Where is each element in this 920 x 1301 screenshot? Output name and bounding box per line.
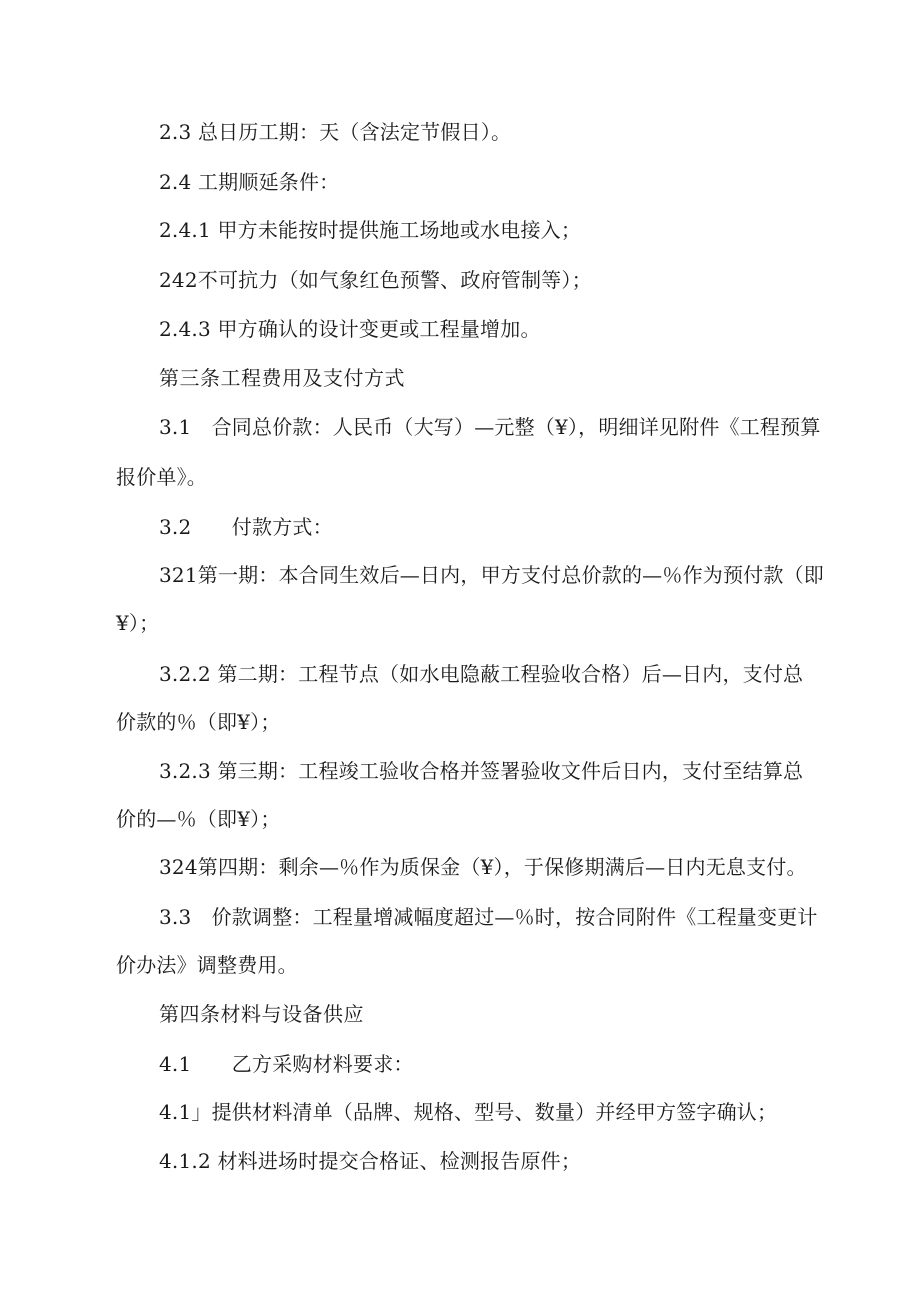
clause-3-2-2-cont: 价款的％（即¥）； xyxy=(116,710,281,734)
section-heading-3: 第三条工程费用及支付方式 xyxy=(159,366,405,390)
clause-3-2: 3.2 付款方式： xyxy=(159,515,333,539)
clause-2-4: 2.4 工期顺延条件： xyxy=(159,170,340,194)
clause-2-4-3: 2.4.3 甲方确认的设计变更或工程量增加。 xyxy=(159,317,541,341)
clause-3-2-1: 321第一期：本合同生效后—日内，甲方支付总价款的—％作为预付款（即 xyxy=(159,563,824,587)
clause-3-2-1-cont: ¥）； xyxy=(116,611,160,635)
clause-3-3-cont: 价办法》调整费用。 xyxy=(116,953,298,977)
clause-3-2-4: 324第四期：剩余—％作为质保金（¥），于保修期满后—日内无息支付。 xyxy=(159,855,807,879)
clause-3-1-cont: 报价单》。 xyxy=(116,465,207,489)
clause-3-3: 3.3 价款调整：工程量增减幅度超过—％时，按合同附件《工程量变更计 xyxy=(159,905,818,929)
clause-3-2-3-cont: 价的—％（即¥）； xyxy=(116,807,281,831)
clause-4-1-1: 4.1」提供材料清单（品牌、规格、型号、数量）并经甲方签字确认； xyxy=(159,1100,778,1124)
clause-3-2-2: 3.2.2 第二期：工程节点（如水电隐蔽工程验收合格）后—日内，支付总 xyxy=(159,662,804,686)
clause-4-1-2: 4.1.2 材料进场时提交合格证、检测报告原件； xyxy=(159,1149,582,1173)
clause-2-3: 2.3 总日历工期：天（含法定节假日）。 xyxy=(159,120,512,144)
clause-3-2-3: 3.2.3 第三期：工程竣工验收合格并签署验收文件后日内，支付至结算总 xyxy=(159,759,804,783)
section-heading-4: 第四条材料与设备供应 xyxy=(159,1002,364,1026)
clause-4-1: 4.1 乙方采购材料要求： xyxy=(159,1052,414,1076)
clause-3-1: 3.1 合同总价款：人民币（大写）—元整（¥），明细详见附件《工程预算 xyxy=(159,415,821,439)
clause-2-4-1: 2.4.1 甲方未能按时提供施工场地或水电接入； xyxy=(159,218,582,242)
clause-2-4-2: 242不可抗力（如气象红色预警、政府管制等）； xyxy=(159,268,592,292)
